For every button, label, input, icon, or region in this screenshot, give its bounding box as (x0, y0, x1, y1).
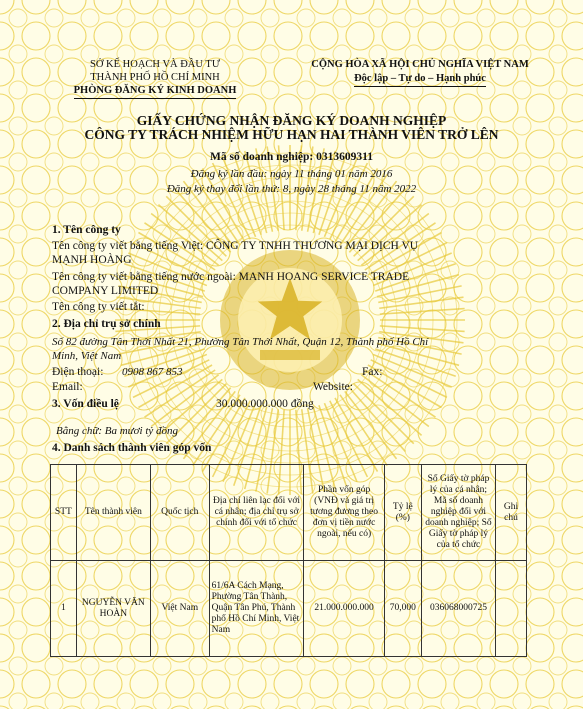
member-note (496, 561, 527, 657)
phone-label: Điện thoại: (52, 366, 104, 378)
section-1-heading: 1. Tên công ty (52, 224, 121, 236)
column-header: Địa chỉ liên lạc đối với cá nhân; địa chỉ trụ sở chính đối với tổ chức (209, 465, 304, 561)
address-line-1: Số 82 đường Tân Thới Nhất 21, Phường Tân Thới Nhất, Quận 12, Thành phố Hồ Chí (52, 336, 429, 348)
phone-value: 0908 867 853 (122, 366, 183, 378)
member-address: 61/6A Cách Mạng, Phường Tân Thành, Quận Tân Phú, Thành phố Hồ Chí Minh, Việt Nam (209, 561, 304, 657)
vn-name-line-1: Tên công ty viết bằng tiếng Việt: CÔNG TY TNHH THƯƠNG MẠI DỊCH VỤ (52, 240, 419, 252)
company-type-title: CÔNG TY TRÁCH NHIỆM HỮU HẠN HAI THÀNH VIÊN TRỞ LÊN (84, 127, 499, 142)
authority-line-2: THÀNH PHỐ HỒ CHÍ MINH (90, 72, 220, 83)
member-stt: 1 (51, 561, 77, 657)
charter-capital-amount: 30.000.000.000 đồng (216, 398, 314, 410)
table-header-row (51, 465, 527, 561)
column-header: Phần vốn góp (VNĐ và giá trị tương đương theo đơn vị tiền nước ngoài, nếu có) (304, 465, 384, 561)
issuing-authority (40, 58, 270, 99)
section-3-heading: 3. Vốn điều lệ (52, 398, 119, 410)
address-line-2: Minh, Việt Nam (52, 350, 122, 362)
member-capital: 21.000.000.000 (304, 561, 384, 657)
vn-name-line-2: MẠNH HOÀNG (52, 254, 132, 266)
column-header: Ghi chú (496, 465, 527, 561)
fax-label: Fax: (362, 366, 383, 378)
authority-line-3: PHÒNG ĐĂNG KÝ KINH DOANH (74, 84, 237, 99)
table-row (51, 561, 527, 657)
section-4-heading: 4. Danh sách thành viên góp vốn (52, 442, 212, 454)
column-header: Quốc tịch (150, 465, 209, 561)
capital-in-words: Bằng chữ: Ba mươi tỷ đồng (56, 425, 179, 437)
member-id-number: 036068000725 (421, 561, 495, 657)
national-motto (275, 58, 565, 87)
member-ratio: 70,000 (384, 561, 421, 657)
foreign-name-line-2: COMPANY LIMITED (52, 285, 159, 297)
email-label: Email: (52, 381, 83, 393)
member-nationality: Việt Nam (150, 561, 209, 657)
column-header: STT (51, 465, 77, 561)
foreign-name-line-1: Tên công ty viết bằng tiếng nước ngoài: MANH HOANG SERVICE TRADE (52, 271, 410, 283)
column-header: Số Giấy tờ pháp lý của cá nhân; Mã số doanh nghiệp đối với doanh nghiệp; Số Giấy tờ pháp lý của tổ chức (421, 465, 495, 561)
first-registration-date: Đăng ký lần đầu: ngày 11 tháng 01 năm 2016 (190, 168, 393, 180)
motto-line-2: Độc lập – Tự do – Hạnh phúc (354, 72, 486, 87)
members-table (50, 464, 527, 657)
enterprise-code: Mã số doanh nghiệp: 0313609311 (210, 151, 373, 163)
column-header: Tên thành viên (76, 465, 150, 561)
change-registration-date: Đăng ký thay đổi lần thứ: 8, ngày 28 tháng 11 năm 2022 (166, 183, 417, 195)
website-label: Website: (313, 381, 353, 393)
authority-line-1: SỞ KẾ HOẠCH VÀ ĐẦU TƯ (90, 59, 220, 70)
member-name: NGUYỄN VĂN HOÀN (76, 561, 150, 657)
column-header: Tỷ lệ (%) (384, 465, 421, 561)
section-2-heading: 2. Địa chỉ trụ sở chính (52, 318, 161, 330)
document-title: GIẤY CHỨNG NHẬN ĐĂNG KÝ DOANH NGHIỆP (136, 113, 447, 128)
motto-line-1: CỘNG HÒA XÃ HỘI CHỦ NGHĨA VIỆT NAM (311, 59, 529, 70)
short-name: Tên công ty viết tắt: (52, 301, 145, 313)
